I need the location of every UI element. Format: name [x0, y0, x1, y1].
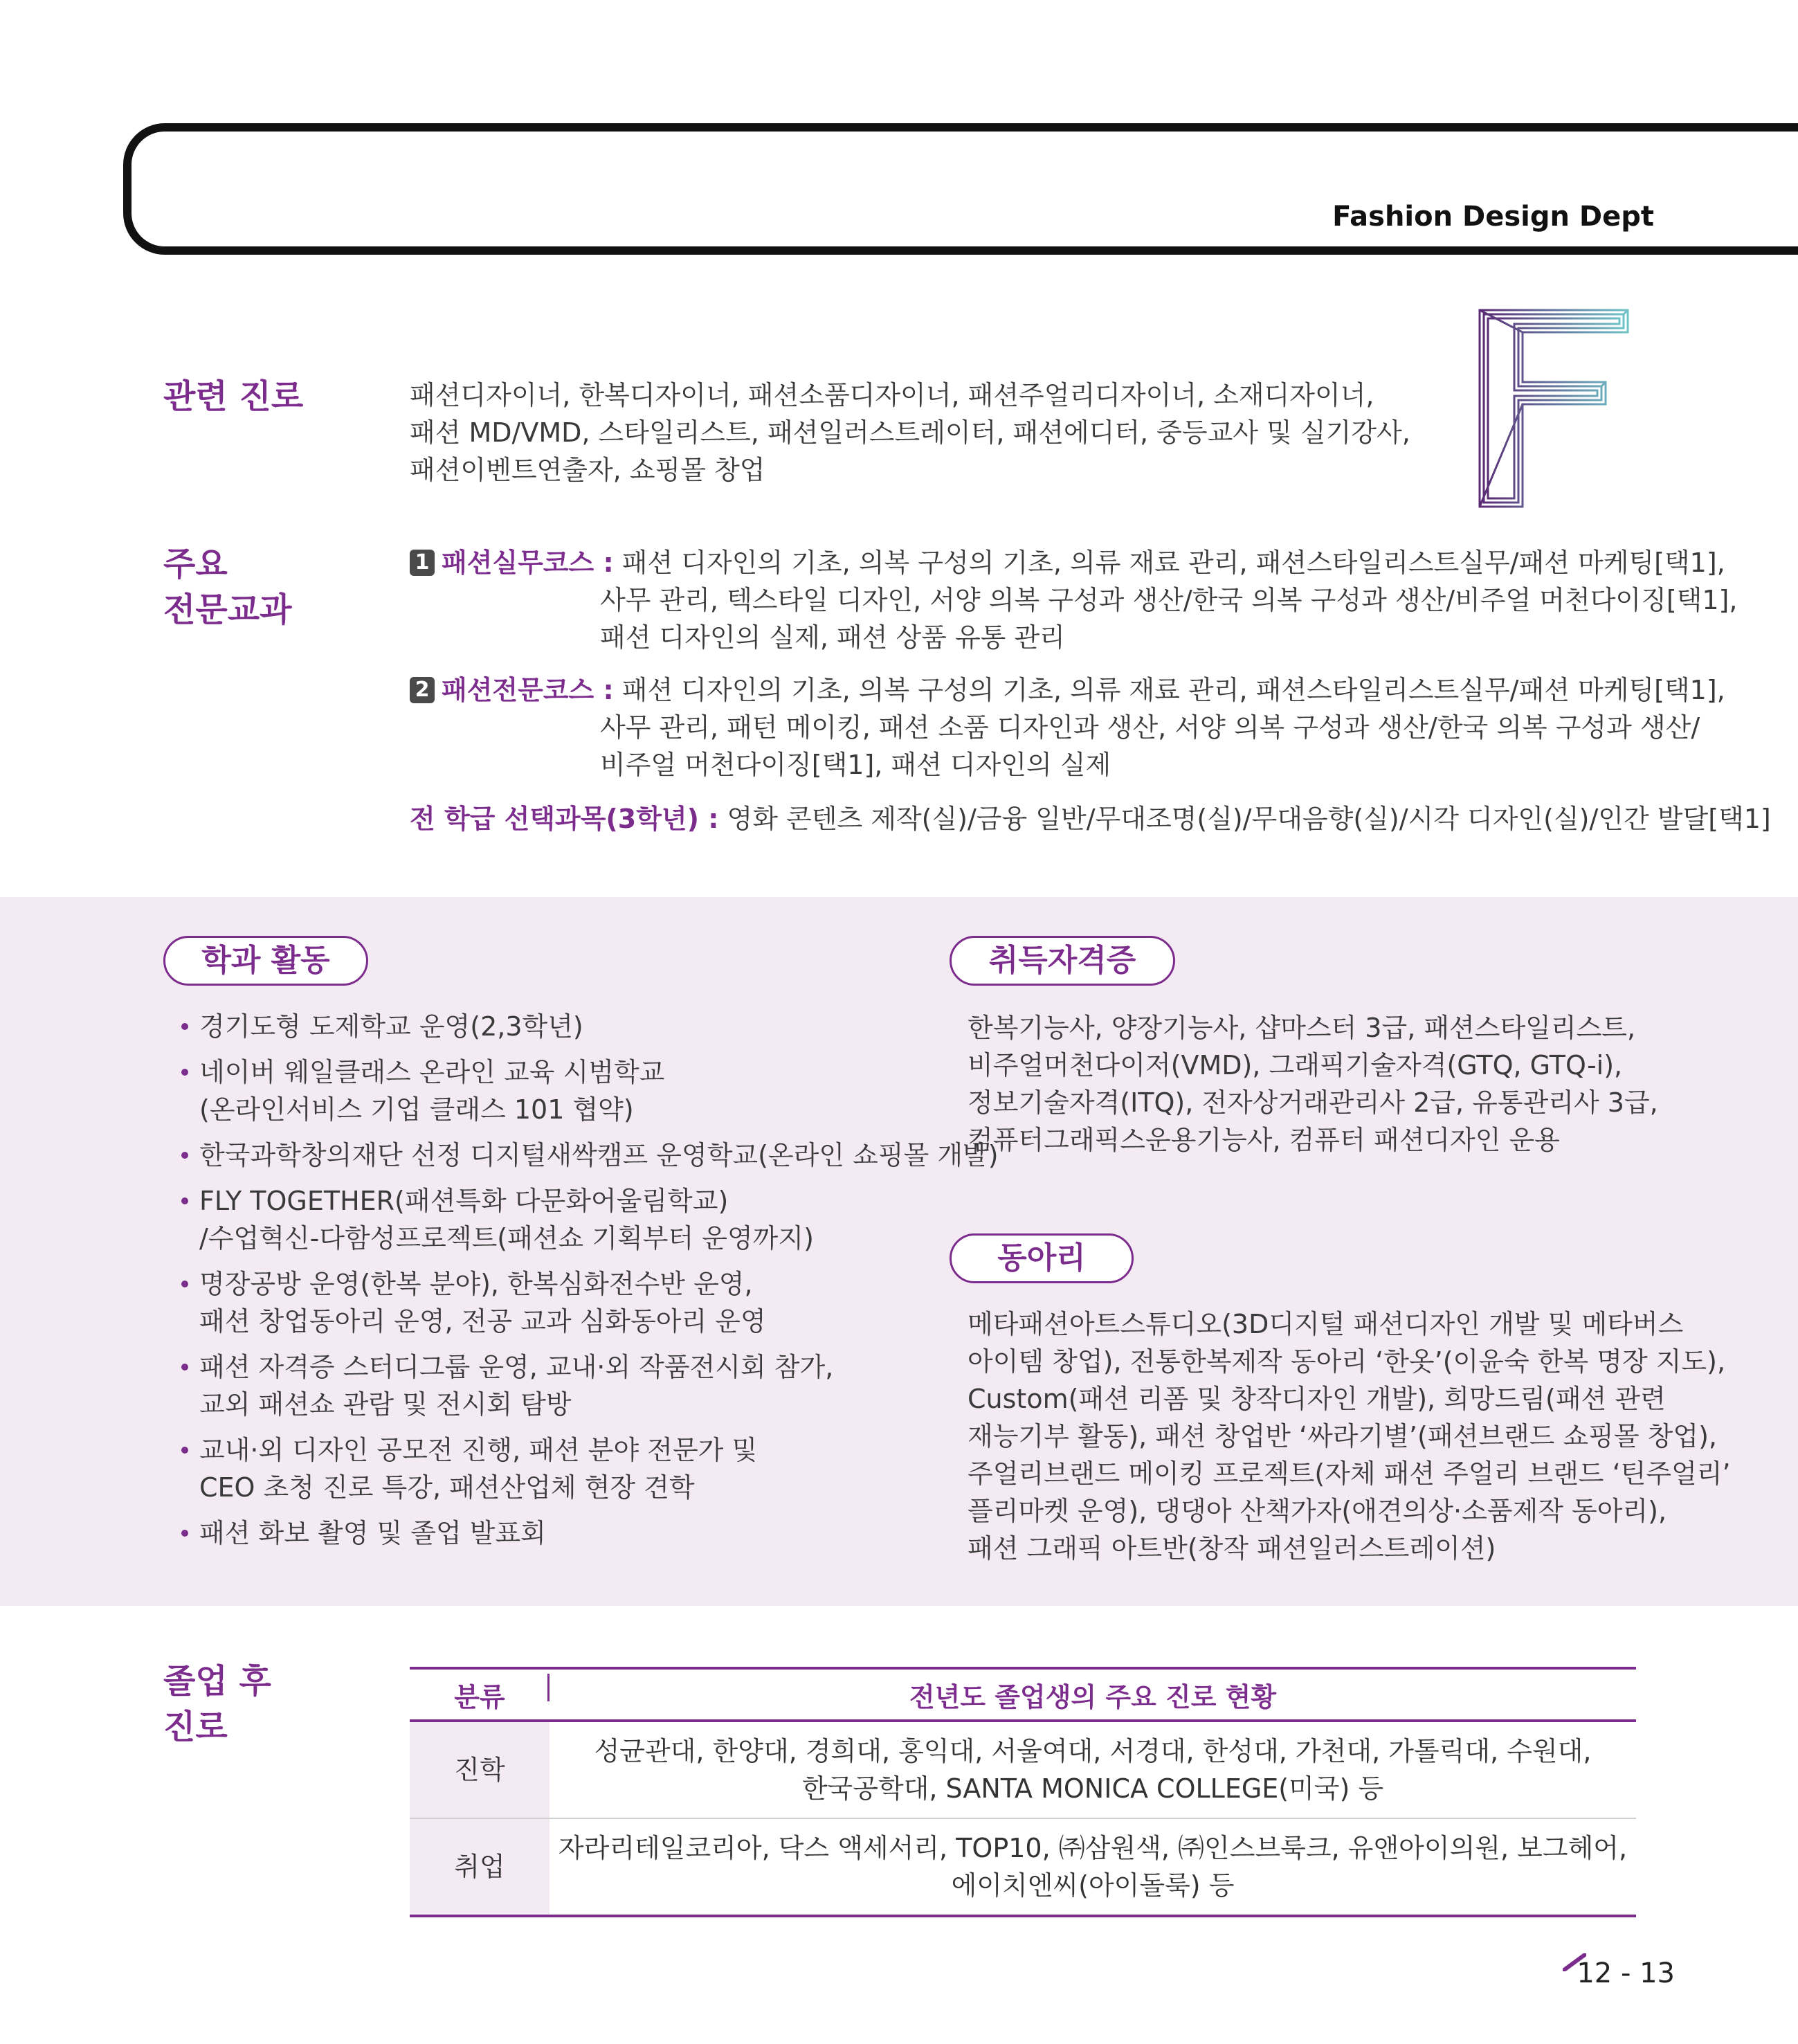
course1-line: 패션 디자인의 실제, 패션 상품 유통 관리	[600, 622, 1065, 653]
header-frame	[123, 123, 1798, 255]
list-item: 한국과학창의재단 선정 디지털새싹캠프 운영학교(온라인 쇼핑몰 개발)	[181, 1137, 943, 1174]
career-line: 패션디자이너, 한복디자이너, 패션소품디자이너, 패션주얼리디자이너, 소재디자이너,	[410, 380, 1374, 410]
elective-text: 영화 콘텐츠 제작(실)/금융 일반/무대조명(실)/무대음향(실)/시각 디자인(실)/인간 발달[택1]	[727, 804, 1771, 834]
course1-block	[410, 544, 1737, 656]
cert-line: 비주얼머천다이저(VMD), 그래픽기술자격(GTQ, GTQ-i),	[968, 1050, 1623, 1080]
club-line: 재능기부 활동), 패션 창업반 ‘싸라기별’(패션브랜드 쇼핑몰 창업),	[968, 1421, 1717, 1451]
course2-line: 비주얼 머천다이징[택1], 패션 디자인의 실제	[600, 750, 1111, 780]
graduation-table	[410, 1667, 1636, 1917]
list-item: 패션 자격증 스터디그룹 운영, 교내·외 작품전시회 참가, 교외 패션쇼 관람 및 전시회 탐방	[181, 1348, 943, 1423]
row-category: 취업	[410, 1818, 550, 1916]
club-line: 주얼리브랜드 메이킹 프로젝트(자체 패션 주얼리 브랜드 ‘틴주얼리’	[968, 1458, 1731, 1489]
course2-line: 패션 디자인의 기초, 의복 구성의 기초, 의류 재료 관리, 패션스타일리스트실무/패션 마케팅[택1],	[621, 675, 1725, 705]
graduation-section-title	[163, 1658, 271, 1750]
course2-block	[410, 671, 1725, 784]
list-item: 명장공방 운영(한복 분야), 한복심화전수반 운영, 패션 창업동아리 운영, 전공 교과 심화동아리 운영	[181, 1265, 943, 1340]
list-item: 패션 화보 촬영 및 졸업 발표회	[181, 1514, 943, 1552]
activities-list	[181, 1008, 999, 1560]
certs-list	[968, 1009, 1658, 1159]
club-line: 아이템 창업), 전통한복제작 동아리 ‘한옷’(이윤숙 한복 명장 지도),	[968, 1346, 1726, 1377]
course1-label: 패션실무코스 :	[442, 548, 614, 578]
activities-title-pill: 학과 활동	[163, 936, 368, 986]
career-line: 패션이벤트연출자, 쇼핑몰 창업	[410, 455, 765, 485]
graduation-title-line2: 진로	[163, 1708, 228, 1746]
cert-line: 한복기능사, 양장기능사, 샵마스터 3급, 패션스타일리스트,	[968, 1013, 1636, 1043]
subjects-section-title	[163, 541, 291, 633]
course1-line: 사무 관리, 텍스타일 디자인, 서양 의복 구성과 생산/한국 의복 구성과 생산/비주얼 머천다이징[택1],	[600, 585, 1738, 615]
club-line: 메타패션아트스튜디오(3D디지털 패션디자인 개발 및 메타버스	[968, 1309, 1684, 1339]
list-item: 교내·외 디자인 공모전 진행, 패션 분야 전문가 및 CEO 초청 진로 특강, 패션산업체 현장 견학	[181, 1431, 943, 1506]
club-line: 플리마켓 운영), 댕댕아 산책가자(애견의상·소품제작 동아리),	[968, 1496, 1667, 1526]
course2-line: 사무 관리, 패턴 메이킹, 패션 소품 디자인과 생산, 서양 의복 구성과 생산/한국 의복 구성과 생산/	[600, 712, 1700, 743]
career-list	[410, 377, 1410, 489]
page-number: 12 - 13	[1577, 1957, 1675, 1989]
course-number-badge: 2	[410, 677, 435, 703]
table-row	[410, 1818, 1636, 1916]
department-title: Fashion Design Dept	[1332, 201, 1654, 233]
course2-label: 패션전문코스 :	[442, 675, 614, 705]
cert-line: 컴퓨터그래픽스운용기능사, 컴퓨터 패션디자인 운용	[968, 1125, 1560, 1155]
career-line: 패션 MD/VMD, 스타일리스트, 패션일러스트레이터, 패션에디터, 중등교사 및 실기강사,	[410, 417, 1410, 448]
row-details: 성균관대, 한양대, 경희대, 홍익대, 서울여대, 서경대, 한성대, 가천대, 가톨릭대, 수원대, 한국공학대, SANTA MONICA COLLEGE(미국) 등	[550, 1721, 1636, 1818]
row-details: 자라리테일코리아, 닥스 액세서리, TOP10, ㈜삼원색, ㈜인스브룩크, 유앤아이의원, 보그헤어, 에이치엔씨(아이돌룩) 등	[550, 1818, 1636, 1916]
subjects-title-line1: 주요	[163, 545, 228, 584]
course-number-badge: 1	[410, 550, 435, 576]
table-row	[410, 1721, 1636, 1818]
club-line: Custom(패션 리폼 및 창작디자인 개발), 희망드림(패션 관련	[968, 1384, 1666, 1414]
clubs-list	[968, 1305, 1731, 1567]
list-item: 경기도형 도제학교 운영(2,3학년)	[181, 1008, 943, 1045]
elective-block	[410, 800, 1771, 838]
clubs-title-pill: 동아리	[950, 1233, 1134, 1283]
career-section-title: 관련 진로	[163, 377, 304, 416]
club-line: 패션 그래픽 아트반(창작 패션일러스트레이션)	[968, 1533, 1496, 1564]
table-header-row	[410, 1668, 1636, 1721]
letter-f-outline-logo	[1474, 305, 1633, 512]
graduation-title-line1: 졸업 후	[163, 1662, 271, 1701]
elective-label: 전 학급 선택과목(3학년) :	[410, 804, 719, 834]
list-item: 네이버 웨일클래스 온라인 교육 시범학교 (온라인서비스 기업 클래스 101 협약)	[181, 1053, 943, 1128]
header-status: 전년도 졸업생의 주요 진로 현황	[550, 1668, 1636, 1721]
row-category: 진학	[410, 1721, 550, 1818]
certs-title-pill: 취득자격증	[950, 936, 1175, 986]
cert-line: 정보기술자격(ITQ), 전자상거래관리사 2급, 유통관리사 3급,	[968, 1087, 1658, 1118]
subjects-title-line2: 전문교과	[163, 590, 292, 629]
list-item: FLY TOGETHER(패션특화 다문화어울림학교) /수업혁신-다함성프로젝트(패션쇼 기획부터 운영까지)	[181, 1182, 943, 1257]
header-category: 분류	[410, 1668, 550, 1721]
course1-line: 패션 디자인의 기초, 의복 구성의 기초, 의류 재료 관리, 패션스타일리스트실무/패션 마케팅[택1],	[621, 548, 1725, 578]
